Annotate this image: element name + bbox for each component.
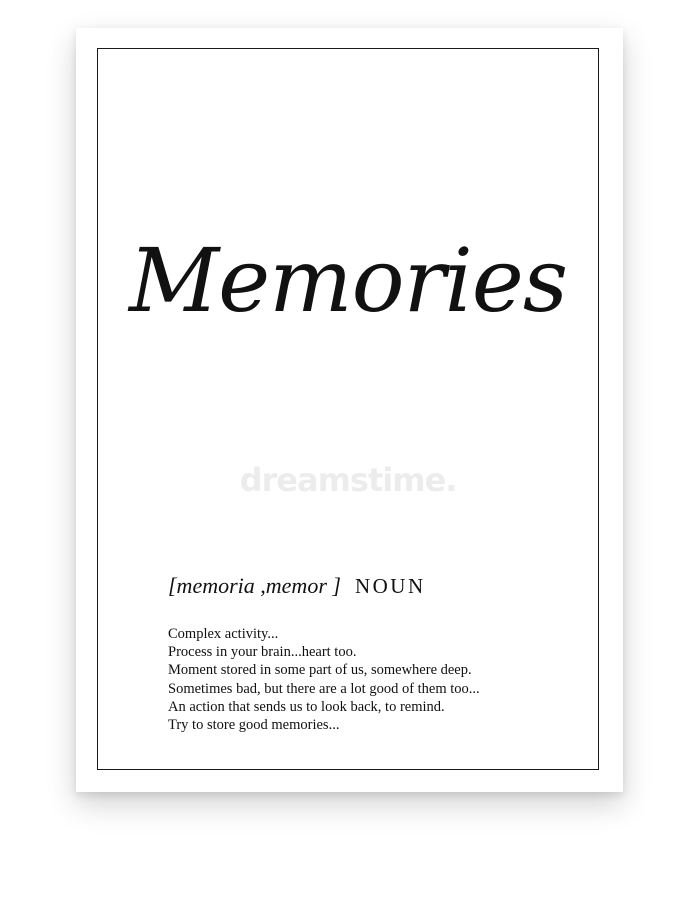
watermark: dreamstime.	[239, 461, 457, 499]
definition-line: Complex activity...	[168, 626, 279, 642]
poster-title: Memories	[128, 229, 568, 332]
definition-line: Moment stored in some part of us, somewhere deep.	[168, 662, 472, 679]
poster	[76, 28, 623, 792]
pronunciation: [memoria ,memor ]	[168, 573, 341, 598]
definition-line: Try to store good memories...	[168, 717, 340, 734]
part-of-speech: NOUN	[354, 574, 426, 598]
definition	[168, 625, 480, 734]
definition-line: Sometimes bad, but there are a lot good of them too...	[168, 680, 480, 697]
definition-line: Process in your brain...heart too.	[168, 644, 357, 661]
pronunciation-line	[168, 573, 426, 599]
poster-frame	[97, 48, 599, 770]
definition-line: An action that sends us to look back, to remind.	[168, 698, 445, 715]
